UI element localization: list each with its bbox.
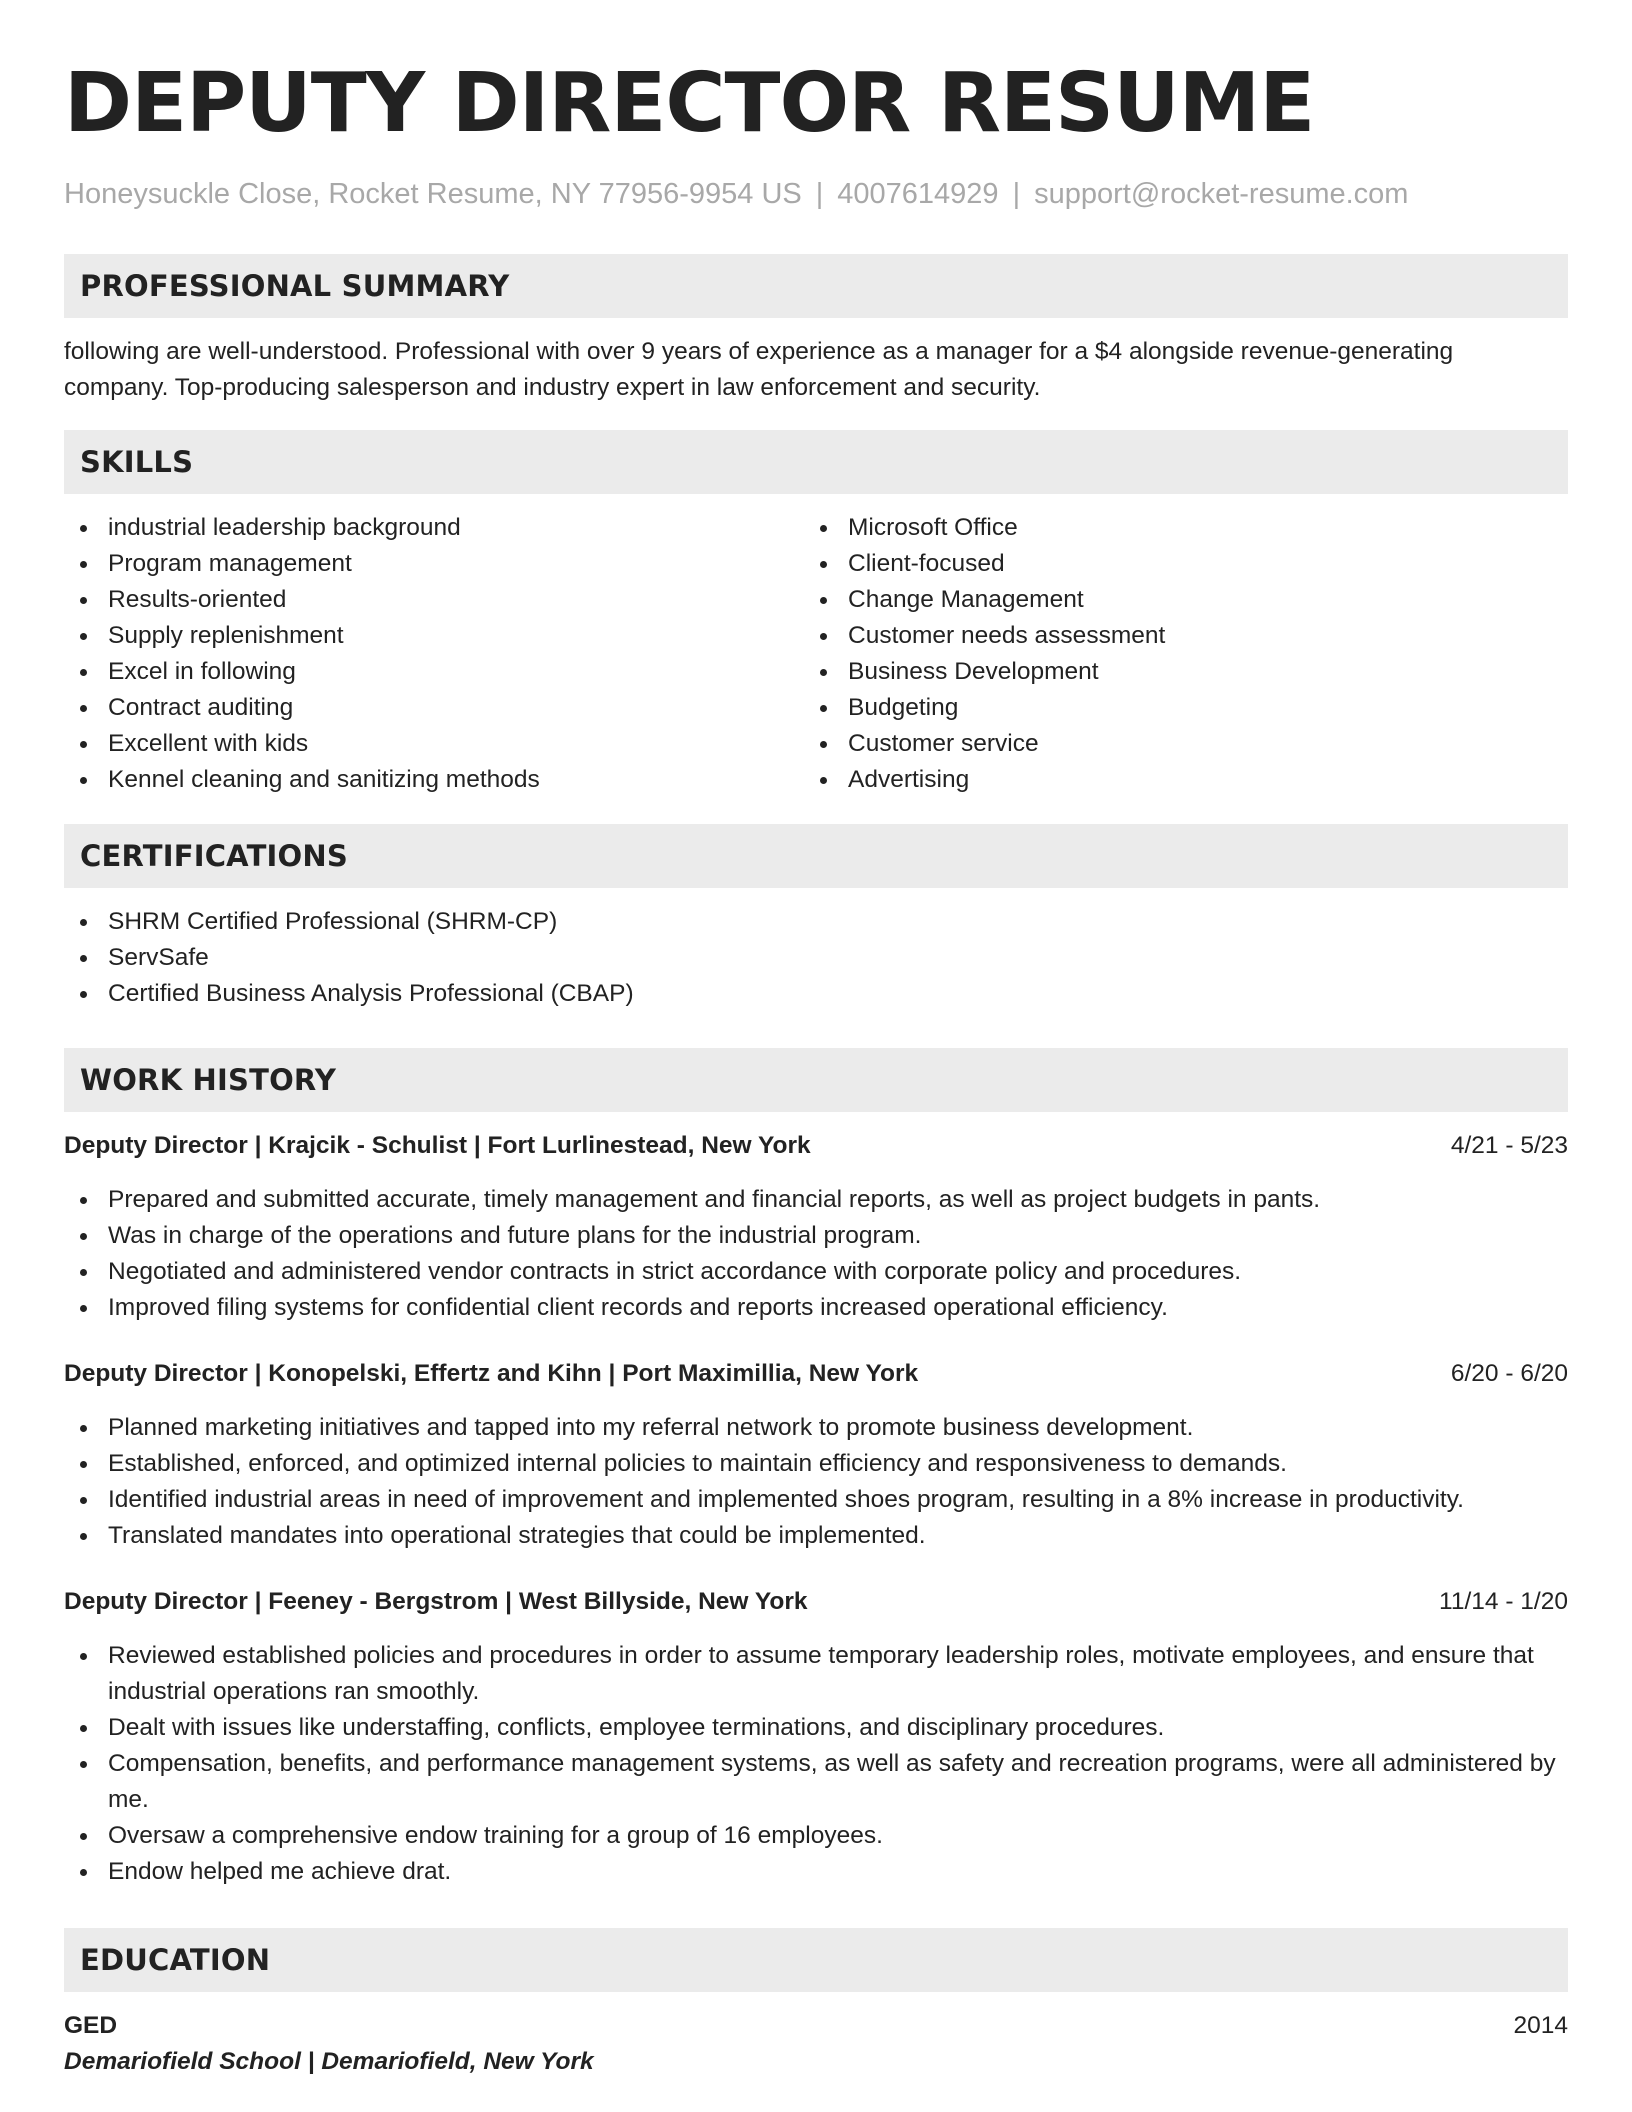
list-item: [64, 1518, 1568, 1554]
list-item-text: Change Management: [848, 586, 1084, 613]
list-item-text: Prepared and submitted accurate, timely management and financial reports, as well as project budgets in pants.: [108, 1186, 1321, 1213]
job-bullets: [64, 1638, 1568, 1890]
bullet-dot-icon: [80, 669, 87, 676]
list-item: [804, 510, 1544, 546]
list-item: [64, 904, 1568, 940]
list-item-text: Results-oriented: [108, 586, 287, 613]
job-header: [64, 1584, 1568, 1620]
bullet-dot-icon: [820, 669, 827, 676]
list-item: [64, 1482, 1568, 1518]
bullet-dot-icon: [80, 955, 87, 962]
education-degree: GED: [64, 2012, 118, 2039]
list-item-text: Reviewed established policies and procedures in order to assume temporary leadership roles, motivate employees, and ensure that industrial operations ran smoothly.: [108, 1642, 1534, 1705]
education-year: 2014: [1513, 2012, 1568, 2039]
list-item-text: ServSafe: [108, 944, 209, 971]
resume-title: DEPUTY DIRECTOR RESUME: [64, 56, 1315, 151]
list-item-text: Supply replenishment: [108, 622, 344, 649]
bullet-dot-icon: [80, 561, 87, 568]
list-item: [64, 1290, 1568, 1326]
skills-list: [64, 510, 1568, 798]
bullet-dot-icon: [820, 777, 827, 784]
bullet-dot-icon: [80, 1233, 87, 1240]
contact-address: Honeysuckle Close, Rocket Resume, NY 77956-9954 US: [64, 178, 802, 210]
list-item-text: Identified industrial areas in need of improvement and implemented shoes program, resulting in a 8% increase in productivity.: [108, 1486, 1464, 1513]
certifications-list: [64, 904, 1568, 1012]
list-item: [64, 1746, 1568, 1818]
list-item: [804, 618, 1544, 654]
list-item: [64, 1182, 1568, 1218]
contact-line: [64, 176, 1568, 212]
list-item-text: Kennel cleaning and sanitizing methods: [108, 766, 540, 793]
job-title: Deputy Director | Feeney - Bergstrom | West Billyside, New York: [64, 1588, 808, 1615]
list-item: [64, 1254, 1568, 1290]
list-item-text: Excellent with kids: [108, 730, 309, 757]
list-item: [64, 726, 804, 762]
contact-email: support@rocket-resume.com: [1034, 178, 1409, 210]
bullet-dot-icon: [80, 1833, 87, 1840]
work-history-list: [64, 1128, 1568, 1890]
skills-column-left: [64, 510, 804, 798]
summary-text: following are well-understood. Professional with over 9 years of experience as a manager for a $4 alongside revenue-generating company. Top-producing salesperson and industry expert in law enforcement and security.: [64, 338, 1454, 401]
list-item-text: Budgeting: [848, 694, 959, 721]
summary-section-header: PROFESSIONAL SUMMARY: [64, 254, 1568, 318]
bullet-dot-icon: [80, 1461, 87, 1468]
bullet-dot-icon: [80, 597, 87, 604]
bullet-dot-icon: [80, 777, 87, 784]
bullet-dot-icon: [80, 1425, 87, 1432]
list-item: [804, 546, 1544, 582]
list-item: [64, 1638, 1568, 1710]
contact-separator: |: [815, 178, 824, 210]
list-item-text: Established, enforced, and optimized internal policies to maintain efficiency and responsiveness to demands.: [108, 1450, 1287, 1477]
education-entry: [64, 2008, 1568, 2044]
job-bullets: [64, 1182, 1568, 1326]
bullet-dot-icon: [80, 1197, 87, 1204]
skills-column-right: [804, 510, 1544, 798]
bullet-dot-icon: [80, 525, 87, 532]
bullet-dot-icon: [80, 705, 87, 712]
list-item: [804, 762, 1544, 798]
job-title: Deputy Director | Krajcik - Schulist | Fort Lurlinestead, New York: [64, 1132, 811, 1159]
list-item: [64, 1854, 1568, 1890]
list-item: [804, 726, 1544, 762]
list-item-text: Program management: [108, 550, 352, 577]
list-item-text: Planned marketing initiatives and tapped into my referral network to promote business development.: [108, 1414, 1194, 1441]
job-bullets: [64, 1410, 1568, 1554]
work-history-section-header: WORK HISTORY: [64, 1048, 1568, 1112]
list-item: [64, 1218, 1568, 1254]
bullet-dot-icon: [820, 561, 827, 568]
bullet-dot-icon: [80, 919, 87, 926]
list-item: [64, 1410, 1568, 1446]
job-entry: [64, 1128, 1568, 1326]
list-item: [64, 1710, 1568, 1746]
bullet-dot-icon: [80, 1653, 87, 1660]
bullet-dot-icon: [80, 1533, 87, 1540]
certifications-section-header: CERTIFICATIONS: [64, 824, 1568, 888]
list-item: [64, 1446, 1568, 1482]
bullet-dot-icon: [820, 705, 827, 712]
job-dates: 11/14 - 1/20: [1439, 1588, 1568, 1615]
bullet-dot-icon: [80, 1269, 87, 1276]
list-item-text: Dealt with issues like understaffing, conflicts, employee terminations, and disciplinary procedures.: [108, 1714, 1165, 1741]
list-item-text: Certified Business Analysis Professional (CBAP): [108, 980, 634, 1007]
list-item-text: Translated mandates into operational strategies that could be implemented.: [108, 1522, 926, 1549]
job-dates: 4/21 - 5/23: [1450, 1132, 1568, 1159]
list-item: [64, 618, 804, 654]
list-item-text: Oversaw a comprehensive endow training for a group of 16 employees.: [108, 1822, 883, 1849]
bullet-dot-icon: [80, 1761, 87, 1768]
bullet-dot-icon: [80, 1497, 87, 1504]
list-item-text: Microsoft Office: [848, 514, 1018, 541]
list-item-text: Negotiated and administered vendor contracts in strict accordance with corporate policy and procedures.: [108, 1258, 1242, 1285]
job-header: [64, 1128, 1568, 1164]
list-item: [64, 546, 804, 582]
list-item-text: Endow helped me achieve drat.: [108, 1858, 452, 1885]
list-item-text: Client-focused: [848, 550, 1005, 577]
contact-phone: 4007614929: [837, 178, 999, 210]
bullet-dot-icon: [80, 1869, 87, 1876]
bullet-dot-icon: [80, 991, 87, 998]
list-item-text: Was in charge of the operations and future plans for the industrial program.: [108, 1222, 922, 1249]
bullet-dot-icon: [820, 633, 827, 640]
bullet-dot-icon: [80, 633, 87, 640]
bullet-dot-icon: [80, 741, 87, 748]
list-item: [64, 582, 804, 618]
bullet-dot-icon: [80, 1305, 87, 1312]
job-entry: [64, 1356, 1568, 1554]
bullet-dot-icon: [820, 741, 827, 748]
bullet-dot-icon: [820, 525, 827, 532]
contact-separator: |: [1012, 178, 1021, 210]
list-item-text: Contract auditing: [108, 694, 294, 721]
list-item: [64, 940, 1568, 976]
list-item: [64, 510, 804, 546]
list-item: [64, 976, 1568, 1012]
education-section-header: EDUCATION: [64, 1928, 1568, 1992]
list-item-text: SHRM Certified Professional (SHRM-CP): [108, 908, 558, 935]
list-item-text: industrial leadership background: [108, 514, 461, 541]
list-item-text: Excel in following: [108, 658, 296, 685]
list-item-text: Advertising: [848, 766, 970, 793]
list-item: [64, 654, 804, 690]
job-dates: 6/20 - 6/20: [1450, 1360, 1568, 1387]
list-item: [64, 762, 804, 798]
education-school: Demariofield School | Demariofield, New York: [64, 2048, 594, 2075]
job-header: [64, 1356, 1568, 1392]
bullet-dot-icon: [820, 597, 827, 604]
list-item-text: Customer needs assessment: [848, 622, 1166, 649]
job-entry: [64, 1584, 1568, 1890]
list-item-text: Customer service: [848, 730, 1039, 757]
list-item: [804, 690, 1544, 726]
list-item: [64, 1818, 1568, 1854]
bullet-dot-icon: [80, 1725, 87, 1732]
list-item: [804, 654, 1544, 690]
list-item: [804, 582, 1544, 618]
list-item-text: Improved filing systems for confidential client records and reports increased operational efficiency.: [108, 1294, 1168, 1321]
skills-section-header: SKILLS: [64, 430, 1568, 494]
list-item: [64, 690, 804, 726]
list-item-text: Compensation, benefits, and performance management systems, as well as safety and recreation programs, were all administered by me.: [108, 1750, 1556, 1813]
job-title: Deputy Director | Konopelski, Effertz and Kihn | Port Maximillia, New York: [64, 1360, 919, 1387]
list-item-text: Business Development: [848, 658, 1099, 685]
